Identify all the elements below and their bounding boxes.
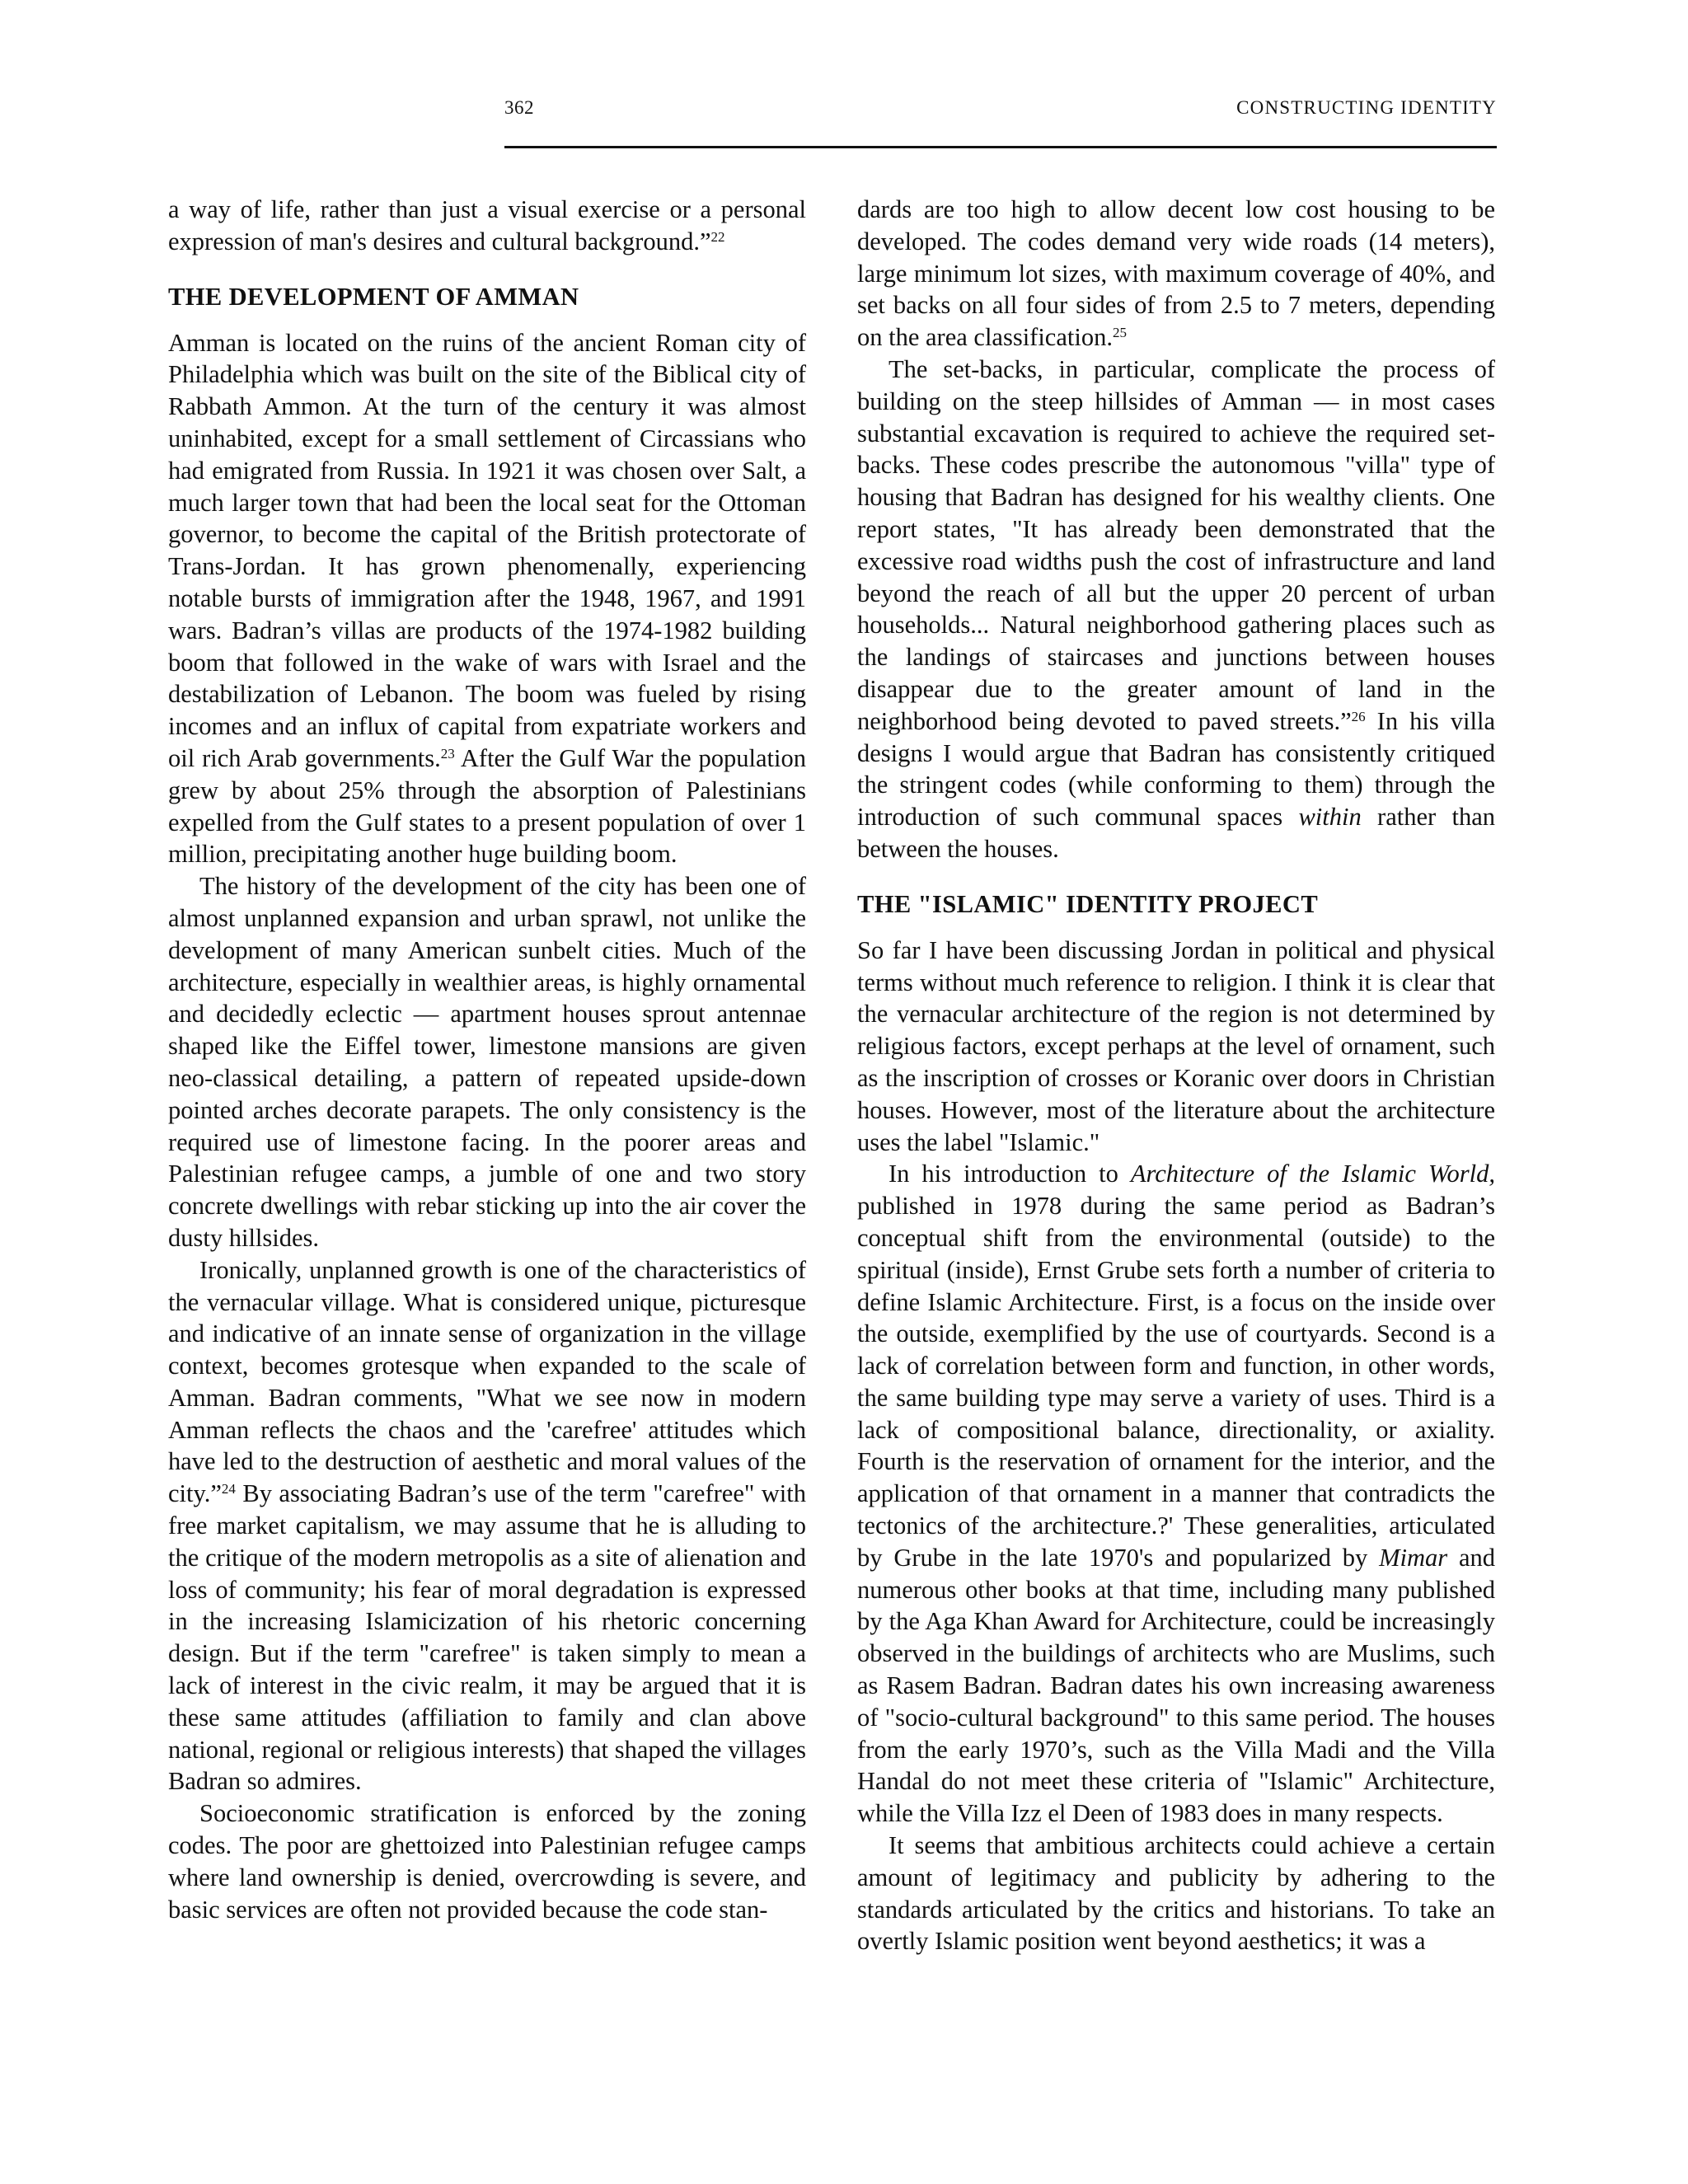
- footnote-ref[interactable]: 25: [1112, 325, 1127, 340]
- footnote-ref[interactable]: 24: [221, 1481, 236, 1497]
- paragraph-text: Amman is located on the ruins of the ancient Roman city of Philadelphia which was built on the site of the Biblical city of Rabbath Ammon. At the turn of the century it was almost uninhabited, except for a small settlement of Circassians who had emigrated from Russia. In 1921 it was chosen over Salt, a much larger town that had been the local seat for the Ottoman governor, to become the capital of the British protectorate of Trans-Jordan. It has grown phenomenally, experiencing notable bursts of immigration after the 1948, 1967, and 1991 wars. Badran’s villas are products of the 1974-1982 building boom that followed in the wake of wars with Israel and the destabilization of Lebanon. The boom was fueled by rising incomes and an influx of capital from expatriate workers and oil rich Arab governments.: [168, 328, 806, 772]
- paragraph: [857, 1158, 1495, 1830]
- paragraph-text: By associating Badran’s use of the term "carefree" with free market capitalism, we may assume that he is alluding to the critique of the modern metropolis as a site of alienation and loss of community; his fear of moral degradation is expressed in the increasing Islamicization of his rhetoric concerning design. But if the term "carefree" is taken simply to mean a lack of interest in the civic realm, it may be argued that it is these same attitudes (affiliation to family and clan above national, regional or religious interests) that shaped the villages Badran so admires.: [168, 1479, 806, 1796]
- left-column: [168, 194, 806, 1925]
- paragraph: [857, 354, 1495, 865]
- paragraph: [168, 1254, 806, 1798]
- paragraph-text: and numerous other books at that time, including many published by the Aga Khan Award for Architecture, could be increasingly observed in the buildings of architects who are Muslims, such as Rasem Badran. Badran dates his own increasing awareness of "socio-cultural background" to this same period. The houses from the early 1970’s, such as the Villa Madi and the Villa Handal do not meet these criteria of "Islamic" Architecture, while the Villa Izz el Deen of 1983 does in many respects.: [857, 1543, 1495, 1828]
- header-rule: [504, 146, 1497, 148]
- paragraph-text: Ironically, unplanned growth is one of the characteristics of the vernacular village. What is considered unique, picturesque and indicative of an innate sense of organization in the village context, becomes grotesque when expanded to the scale of Amman. Badran comments, "What we see now in modern Amman reflects the chaos and the 'carefree' attitudes which have led to the destruction of aesthetic and moral values of the city.”: [168, 1255, 806, 1508]
- footnote-ref[interactable]: 22: [710, 228, 725, 245]
- paragraph: The history of the development of the city has been one of almost unplanned expansion and urban sprawl, not unlike the development of many American sunbelt cities. Much of the architecture, especially in wealthier areas, is highly ornamental and decidedly eclectic — apartment houses sprout antennae shaped like the Eiffel tower, limestone mansions are given neo-classical detailing, a pattern of repeated upside-down pointed arches decorate parapets. The only consistency is the required use of limestone facing. In the poorer areas and Palestinian refugee camps, a jumble of one and two story concrete dwellings with rebar sticking up into the air cover the dusty hillsides.: [168, 872, 806, 1252]
- paragraph-text: a way of life, rather than just a visual exercise or a personal expression of man's desires and cultural background.”: [168, 195, 806, 255]
- running-head: CONSTRUCTING IDENTITY: [1236, 97, 1497, 118]
- paragraph: So far I have been discussing Jordan in political and physical terms without much reference to religion. I think it is clear that the vernacular architecture of the region is not determined by religious factors, except perhaps at the level of ornament, such as the inscription of crosses or Koranic over doors in Christian houses. However, most of the literature about the architecture uses the label "Islamic.": [857, 935, 1495, 1156]
- book-title: Architecture: [1130, 1160, 1255, 1188]
- section-heading: THE DEVELOPMENT OF AMMAN: [168, 282, 579, 311]
- paragraph-text: The set-backs, in particular, complicate the process of building on the steep hillsides of Amman — in most cases substantial excavation is required to achieve the required set-backs. These codes prescribe the autonomous "villa" type of housing that Badran has designed for his wealthy clients. One report states, "It has already been demonstrated that the excessive road widths push the cost of infrastructure and land beyond the reach of all but the upper 20 percent of urban households... Natural neighborhood gathering places such as the landings of staircases and junctions between houses disappear due to the greater amount of land in the neighborhood being devoted to paved streets.”: [857, 354, 1495, 735]
- paragraph: Socioeconomic stratification is enforced by the zoning codes. The poor are ghettoized into Palestinian refugee camps where land ownership is denied, overcrowding is severe, and basic services are often not provided because the code stan-: [168, 1799, 806, 1924]
- paragraph: [168, 194, 806, 258]
- paragraph-text: In his introduction to: [889, 1160, 1131, 1188]
- paragraph-text: rather than between the houses.: [857, 803, 1495, 863]
- paragraph: [857, 194, 1495, 354]
- paragraph-text: dards are too high to allow decent low cost housing to be developed. The codes demand very wide roads (14 meters), large minimum lot sizes, with maximum coverage of 40%, and set backs on all four sides of from 2.5 to 7 meters, depending on the area classification.: [857, 195, 1495, 352]
- page-number: 362: [504, 97, 534, 118]
- paragraph: [168, 327, 806, 871]
- footnote-ref[interactable]: 26: [1351, 708, 1366, 724]
- paragraph-text: After the Gulf War the population grew by about 25% through the absorption of Palestinians expelled from the Gulf states to a present population of over 1 million, precipitating another huge building boom.: [168, 743, 806, 869]
- paragraph-text: In his villa designs I would argue that Badran has consistently critiqued the stringent codes (while conforming to them) through the introduction of such communal spaces: [857, 706, 1495, 832]
- paragraph-text: published in 1978 during the same period as Badran’s conceptual shift from the environmental (outside) to the spiritual (inside), Ernst Grube sets forth a number of criteria to define Islamic Architecture. First, is a focus on the inside over the outside, exemplified by the use of courtyards. Second is a lack of correlation between form and function, in other words, the same building type may serve a variety of uses. Third is a lack of compositional balance, directionality, or axiality. Fourth is the reservation of ornament for the interior, and the application of that ornament in a manner that contradicts the tectonics of the architecture.?' These generalities, articulated by Grube in the late 1970's and popularized by: [857, 1192, 1495, 1572]
- paragraph: It seems that ambitious architects could achieve a certain amount of legitimacy and publicity by adhering to the standards articulated by the critics and historians. To take an overtly Islamic position went beyond aesthetics; it was a: [857, 1831, 1495, 1956]
- section-heading: THE "ISLAMIC" IDENTITY PROJECT: [857, 889, 1319, 918]
- right-column: [857, 194, 1495, 1957]
- footnote-ref[interactable]: 23: [440, 745, 455, 762]
- journal-title: Mimar: [1379, 1543, 1448, 1572]
- book-title: of the Islamic World,: [1267, 1160, 1495, 1188]
- emphasis: within: [1298, 803, 1362, 832]
- paragraph-text: [1254, 1160, 1267, 1188]
